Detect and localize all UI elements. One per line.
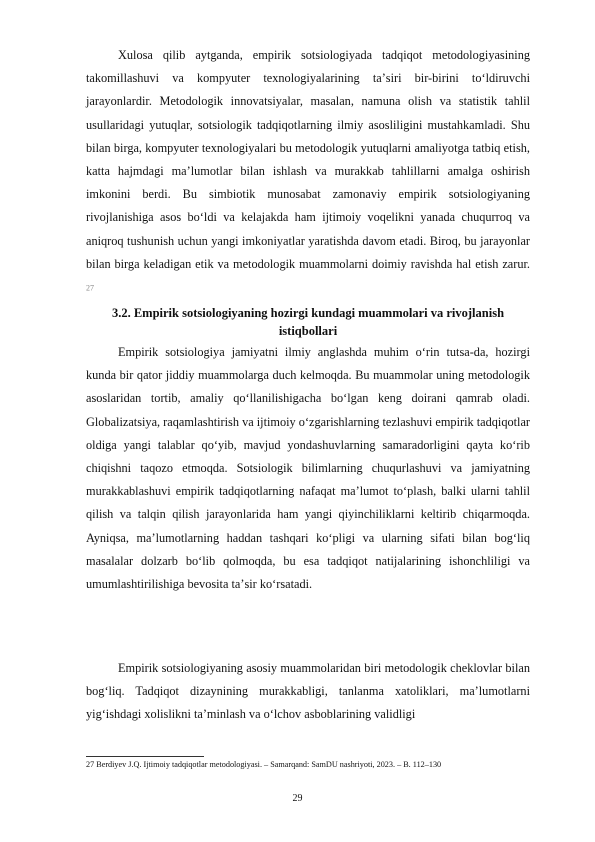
paragraph-intro-problems: Empirik sotsiologiya jamiyatni ilmiy anglashda muhim oʻrin tutsa-da, hozirgi kunda bir qator jiddiy muammolarga duch kelmoqda. Bu muammolar uning metodologik asoslaridan tortib, amaliy qoʻllanilishigacha boʻlgan keng doirani qamrab oladi. Globalizatsiya, raqamlashtirish va ijtimoiy oʻzgarishlarning tezlashuvi empirik tadqiqotlar oldiga yangi talablar qoʻyib, mavjud yondashuvlarning samaradorligini qayta koʻrib chiqishni taqozo etmoqda. Sotsiologik bilimlarning chuqurlashuvi va jamiyatning murakkablashuvi empirik tadqiqotlarning nafaqat maʼlumot toʻplash, balki ularni tahlil qilish va talqin qilish jarayonlarida ham yangi qiyinchiliklarni keltirib chiqarmoqda. Ayniqsa, maʼlumotlarning haddan tashqari koʻpligi va ularning sifati bilan bogʻliq masalalar dolzarb boʻlib qolmoqda, bu esa tadqiqot natijalarining ishonchliligi va umumlashtirilishiga bevosita taʼsir koʻrsatadi. xyxy=(86,345,530,592)
paragraph-conclusion xyxy=(86,44,530,300)
paragraph-methodological-limits: Empirik sotsiologiyaning asosiy muammolaridan biri metodologik cheklovlar bilan bogʻliq. Tadqiqot dizaynining murakkabligi, tanlanma xatoliklari, maʼlumotlarni yigʻishdagi xolislikni taʼminlash va oʻlchov asboblarining validligi xyxy=(86,661,530,722)
paragraph-1-text: Xulosa qilib aytganda, empirik sotsiologiyada tadqiqot metodologiyasining takomillashuvi va kompyuter texnologiyalarining taʼsiri bir-birini toʻldiruvchi jarayonlardir. Metodologik innovatsiyalar, masalan, namuna olish va statistik tahlil usullaridagi yutuqlar, sotsiologik tadqiqotlarning ilmiy asosliligini mustahkamladi. Shu bilan birga, kompyuter texnologiyalari bu metodologik yutuqlarni amaliyotga tatbiq etish, katta hajmdagi maʼlumotlar bilan ishlash va murakkab tahlillarni amalga oshirish imkonini berdi. Bu simbiotik munosabat zamonaviy empirik sotsiologiyaning rivojlanishiga asos boʻldi va kelajakda ham ijtimoiy voqelikni yanada chuqurroq va aniqroq tushunish uchun yangi imkoniyatlar yaratishda davom etadi. Biroq, bu jarayonlar bilan birga keladigan etik va metodologik muammolarni doimiy ravishda hal etish zarur. xyxy=(86,48,530,271)
footnote: 27 Berdiyev J.Q. Ijtimoiy tadqiqotlar metodologiyasi. – Samarqand: SamDU nashriyoti, 2023. – B. 112–130 xyxy=(86,760,442,769)
footnote-reference[interactable]: 27 xyxy=(86,283,94,293)
footnote-separator xyxy=(86,756,204,757)
page-number: 29 xyxy=(292,793,303,804)
section-heading: 3.2. Empirik sotsiologiyaning hozirgi kundagi muammolari va rivojlanish istiqbollari xyxy=(111,306,505,338)
